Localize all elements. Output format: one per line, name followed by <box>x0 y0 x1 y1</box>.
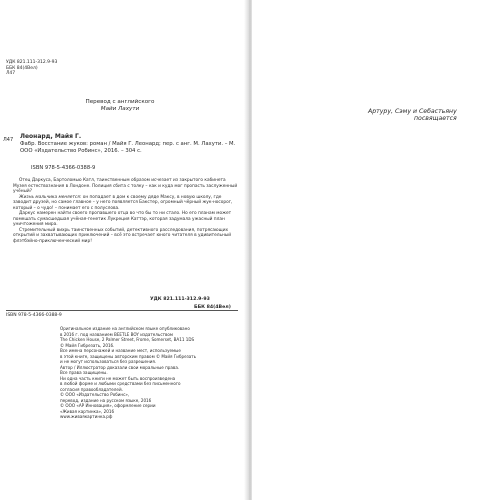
rights-line: в этой книге, защищены авторским правом © Майя Гибрезать <box>60 353 197 359</box>
rights-line: www.живаякартинка.рф <box>60 414 113 419</box>
annotation-paragraph-2 <box>13 195 239 212</box>
annotation-paragraph-4: Стремительный вихрь таинственных событий, детективного расследования, потрясающих открытий и захватывающих приключений – всё это встречает юного читателя в удивительный флэтбэйно-приключенческий мир! <box>13 227 232 245</box>
dedication <box>368 108 457 123</box>
redaction-blot <box>326 10 426 106</box>
right-page <box>252 0 500 500</box>
annotation <box>13 178 239 245</box>
annotation-paragraph-3: Даркус намерен найти своего пропавшего отца во что бы то ни стало. Но его планам может помешать сумасшедшая учёная-генетик Лукреция Каттэр, которая задумала ужасный план уничтожения мира. <box>13 211 232 228</box>
annotation-paragraph-2-rest: он попадает в дом к своему дяде Максу, в новую школу, где заводит друзей, но самое главное – у него появляется Бакстер, огромный чёрный жук-носорог, который – о чудо! – понимает его с полуслова. <box>13 194 233 211</box>
udk-top-block <box>6 60 57 77</box>
dedication-line-2: посвящается <box>414 115 457 123</box>
udk-bottom: УДК 821.111-312.9-93 <box>150 297 210 302</box>
left-page <box>0 0 248 500</box>
author-heading: Леонард, Майя Г. <box>20 133 82 140</box>
rights-line: The Chicken House, 2 Palmer Street, Frome, Somerset, BA11 1DS <box>60 337 195 342</box>
rights-line: в 2016 г. под названием BEETLE BOY издательством <box>60 331 173 337</box>
author-mark: Л47 <box>3 137 14 143</box>
rights-line: © Майя Гибрезать, 2016. <box>60 342 115 348</box>
redaction-blot <box>30 6 48 46</box>
udk-top-line: УДК 821.111-312.9-93 <box>6 60 58 65</box>
rights-notice <box>60 326 240 420</box>
divider-rule <box>6 310 238 311</box>
bbk-bottom: ББК 84(4Вел) <box>194 305 231 310</box>
bibliographic-record: Фабр. Восстание жуков: роман / Майя Г. Леонард; пер. с анг. М. Лахути. – М. ООО «Издательство Робинс», 2016. – 304 с. <box>20 141 236 154</box>
dedication-line-1: Артуру, Сэму и Себастьяну <box>368 108 457 115</box>
isbn-bottom: ISBN 978-5-4366-0388-9 <box>6 313 62 318</box>
rights-line: Все имена персонажей и название мест, используемые <box>60 348 181 353</box>
translator-name: Майи Лахути <box>100 106 140 112</box>
rights-line: Автор / Иллюстратор доказали свои моральные права. <box>60 364 180 370</box>
rights-line: © ООО «АР Инновация», оформление серии <box>60 403 156 408</box>
translation-credit <box>60 99 180 113</box>
rights-line: © ООО «Издательство Робинс», <box>60 392 130 397</box>
rights-line: перевод, издание на русском языке, 2016 <box>60 397 152 403</box>
bbk-top-line: ББК 84(4Вел) <box>6 65 38 71</box>
redaction-blot <box>66 30 178 76</box>
rights-line: Оригинальное издание на английском языке опубликовано <box>60 326 190 331</box>
rights-line: и не могут использоваться без разрешения. <box>60 359 157 364</box>
redaction-blot <box>348 116 410 256</box>
annotation-paragraph-1: Отец Даркуса, Бартоломью Катл, таинственным образом исчезает из закрытого кабинета Музея естествознания в Лондоне. Полиция сбита с толку – как и куда мог пропасть заслуженный учёный? <box>13 178 238 195</box>
annotation-italic-phrase: Жизнь мальчика меняется: <box>19 194 82 200</box>
author-mark-top: Л47 <box>6 71 16 77</box>
rights-line: согласия правообладателей. <box>60 386 123 392</box>
rights-line: Ни одна часть книги не может быть воспроизведена <box>60 375 176 381</box>
rights-line: в любой форме и любыми средствами без письменного <box>60 381 181 386</box>
rights-line: Все права защищены. <box>60 370 108 375</box>
translation-line: Перевод с английского <box>85 99 155 105</box>
rights-line: «Живая картинка», 2016 <box>60 408 115 414</box>
isbn-top: ISBN 978-5-4366-0388-9 <box>31 165 96 171</box>
